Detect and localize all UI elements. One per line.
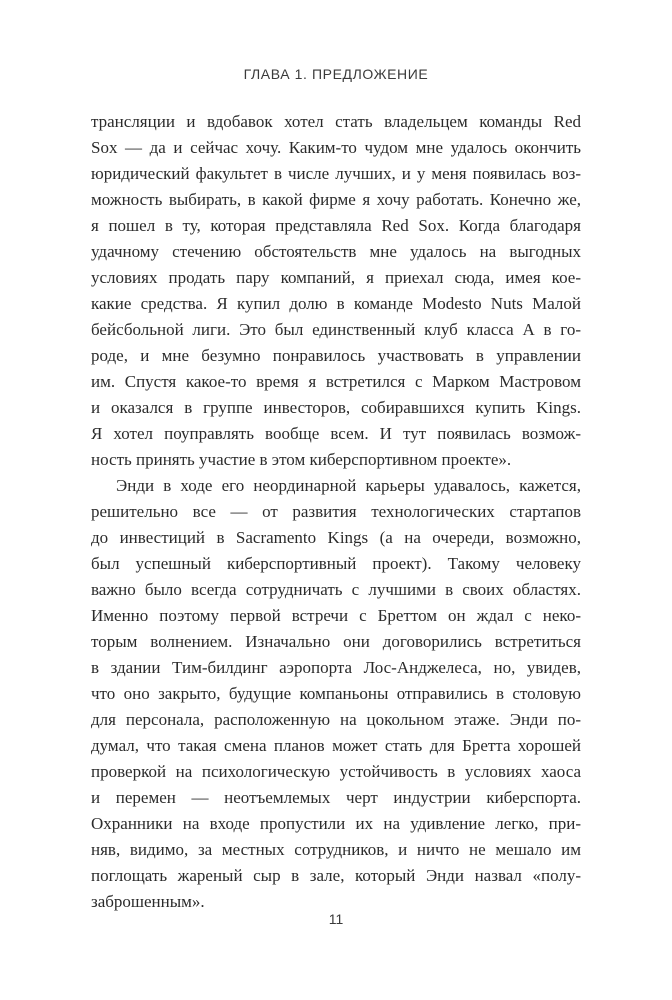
- running-head: ГЛАВА 1. ПРЕДЛОЖЕНИЕ: [243, 66, 429, 82]
- text-line: Я хотел поуправлять вообще всем. И тут появилась возмож-: [91, 424, 581, 443]
- text-line: бейсбольной лиги. Это был единственный клуб класса А в го-: [91, 320, 581, 339]
- text-line: был успешный киберспортивный проект). Такому человеку: [91, 554, 581, 573]
- text-line: можность выбирать, в какой фирме я хочу работать. Конечно же,: [91, 190, 581, 209]
- text-line: и перемен — неотъемлемых черт индустрии киберспорта.: [91, 788, 581, 807]
- text-line: для персонала, расположенную на цокольном этаже. Энди по-: [91, 710, 581, 729]
- text-line: юридический факультет в числе лучших, и у меня появилась воз-: [91, 164, 581, 183]
- page-number: 11: [328, 911, 344, 927]
- text-line: поглощать жареный сыр в зале, который Энди назвал «полу-: [91, 866, 581, 885]
- text-line: проверкой на психологическую устойчивость в условиях хаоса: [91, 762, 581, 781]
- text-line: им. Спустя какое-то время я встретился с Марком Мастровом: [91, 372, 581, 391]
- text-line: в здании Тим-билдинг аэропорта Лос-Анджелеса, но, увидев,: [91, 658, 581, 677]
- text-line: трансляции и вдобавок хотел стать владельцем команды Red: [91, 112, 581, 131]
- text-line: до инвестиций в Sacramento Kings (а на очереди, возможно,: [91, 528, 581, 547]
- text-line: торым волнением. Изначально они договорились встретиться: [91, 632, 581, 651]
- text-line: думал, что такая смена планов может стать для Бретта хорошей: [91, 736, 581, 755]
- text-line: ность принять участие в этом киберспортивном проекте».: [91, 450, 512, 469]
- text-line: заброшенным».: [91, 892, 205, 911]
- text-line: удачному стечению обстоятельств мне удалось на выгодных: [91, 242, 581, 261]
- paragraph-first-line: Энди в ходе его неординарной карьеры удавалось, кажется,: [116, 476, 581, 495]
- text-line: Именно поэтому первой встречи с Бреттом он ждал с неко-: [91, 606, 581, 625]
- text-line: решительно все — от развития технологических стартапов: [91, 502, 581, 521]
- text-line: я пошел в ту, которая представляла Red Sox. Когда благодаря: [91, 216, 581, 235]
- text-line: Охранники на входе пропустили их на удивление легко, при-: [91, 814, 581, 833]
- text-line: какие средства. Я купил долю в команде Modesto Nuts Малой: [91, 294, 581, 313]
- text-line: важно было всегда сотрудничать с лучшими в своих областях.: [91, 580, 581, 599]
- text-line: условиях продать пару компаний, я приехал сюда, имея кое-: [91, 268, 581, 287]
- text-line: Sox — да и сейчас хочу. Каким-то чудом мне удалось окончить: [91, 138, 581, 157]
- text-line: роде, и мне безумно понравилось участвовать в управлении: [91, 346, 581, 365]
- text-line: и оказался в группе инвесторов, собиравшихся купить Kings.: [91, 398, 581, 417]
- text-line: что оно закрыто, будущие компаньоны отправились в столовую: [91, 684, 581, 703]
- body-text: [91, 109, 581, 915]
- text-line: няв, видимо, за местных сотрудников, и ничто не мешало им: [91, 840, 581, 859]
